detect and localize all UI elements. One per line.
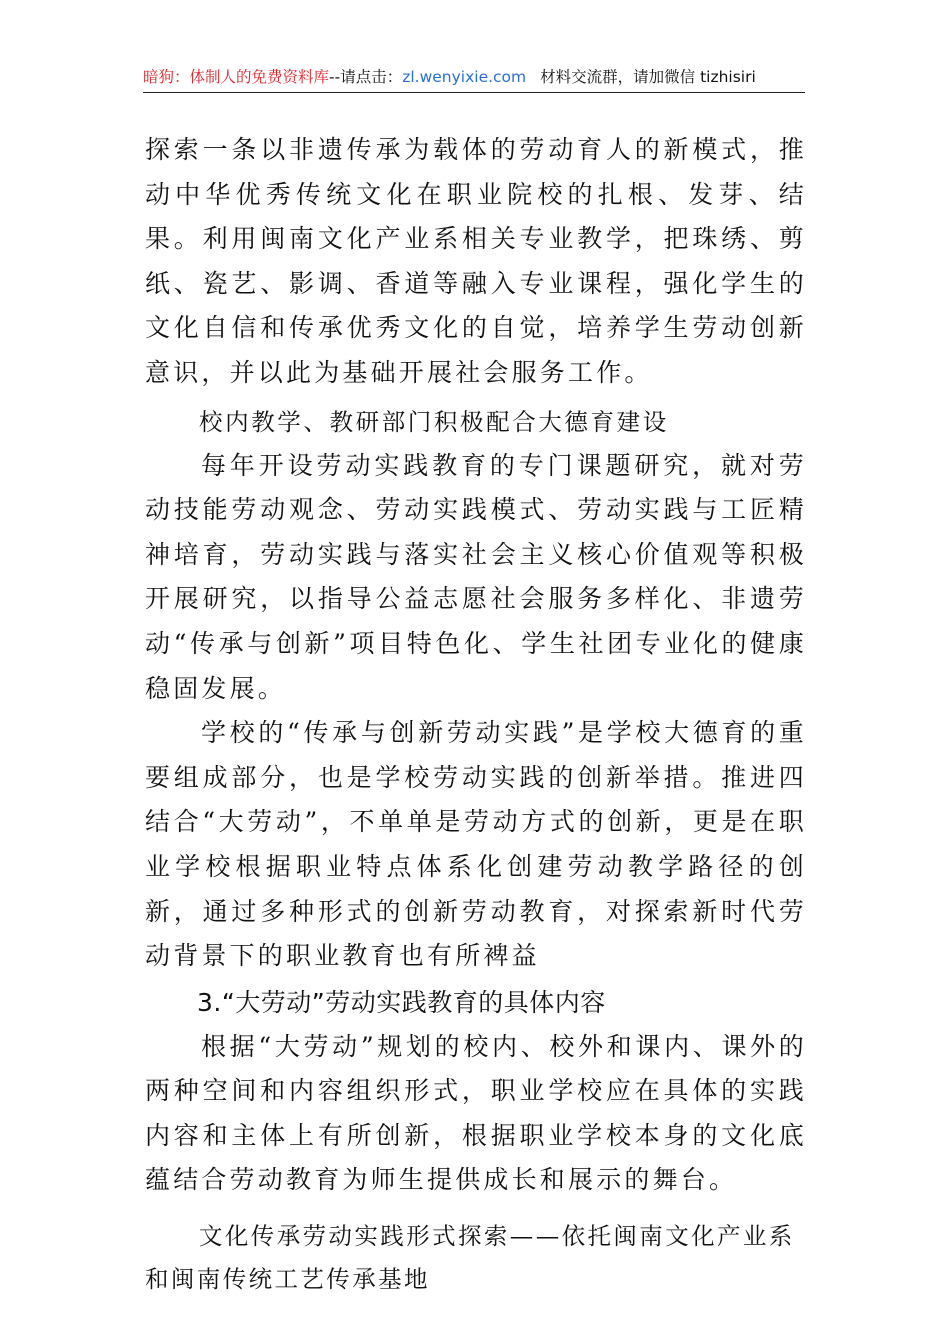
paragraph-3: 学校的“传承与创新劳动实践”是学校大德育的重要组成部分，也是学校劳动实践的创新举措。推进四结合“大劳动”，不单单是劳动方式的创新，更是在职业学校根据职业特点体系化创建劳动教学路径的创新，通过多种形式的创新劳动教育，对探索新时代劳动背景下的职业教育也有所裨益: [145, 718, 807, 971]
header-click-prompt: --请点击：: [329, 68, 403, 86]
paragraph-4: 根据“大劳动”规划的校内、校外和课内、课外的两种空间和内容组织形式，职业学校应在具体的实践内容和主体上有所创新，根据职业学校本身的文化底蕴结合劳动教育为师生提供成长和展示的舞台。: [145, 1031, 807, 1195]
page-header: [143, 62, 805, 93]
paragraph-1: 探索一条以非遗传承为载体的劳动育人的新模式，推动中华优秀传统文化在职业院校的扎根、发芽、结果。利用闽南文化产业系相关专业教学，把珠绣、剪纸、瓷艺、影调、香道等融入专业课程，强化学生的文化自信和传承优秀文化的自觉，培养学生劳动创新意识，并以此为基础开展社会服务工作。: [145, 135, 807, 387]
header-site-title: 暗狗：体制人的免费资料库: [143, 68, 330, 86]
document-body: [145, 128, 807, 1301]
subheading-cultural-heritage: 文化传承劳动实践形式探索——依托闽南文化产业系和闽南传统工艺传承基地: [145, 1222, 795, 1294]
paragraph-2: 每年开设劳动实践教育的专门课题研究，就对劳动技能劳动观念、劳动实践模式、劳动实践与工匠精神培育，劳动实践与落实社会主义核心价值观等积极开展研究，以指导公益志愿社会服务多样化、非遗劳动“传承与创新”项目特色化、学生社团专业化的健康稳固发展。: [145, 450, 807, 703]
section-heading-3: 3.“大劳动”劳动实践教育的具体内容: [197, 987, 606, 1017]
subheading-teaching-research: 校内教学、教研部门积极配合大德育建设: [199, 407, 669, 436]
header-link[interactable]: zl.wenyixie.com: [402, 68, 527, 86]
header-wechat-note: 材料交流群，请加微信 tizhisiri: [540, 68, 756, 86]
